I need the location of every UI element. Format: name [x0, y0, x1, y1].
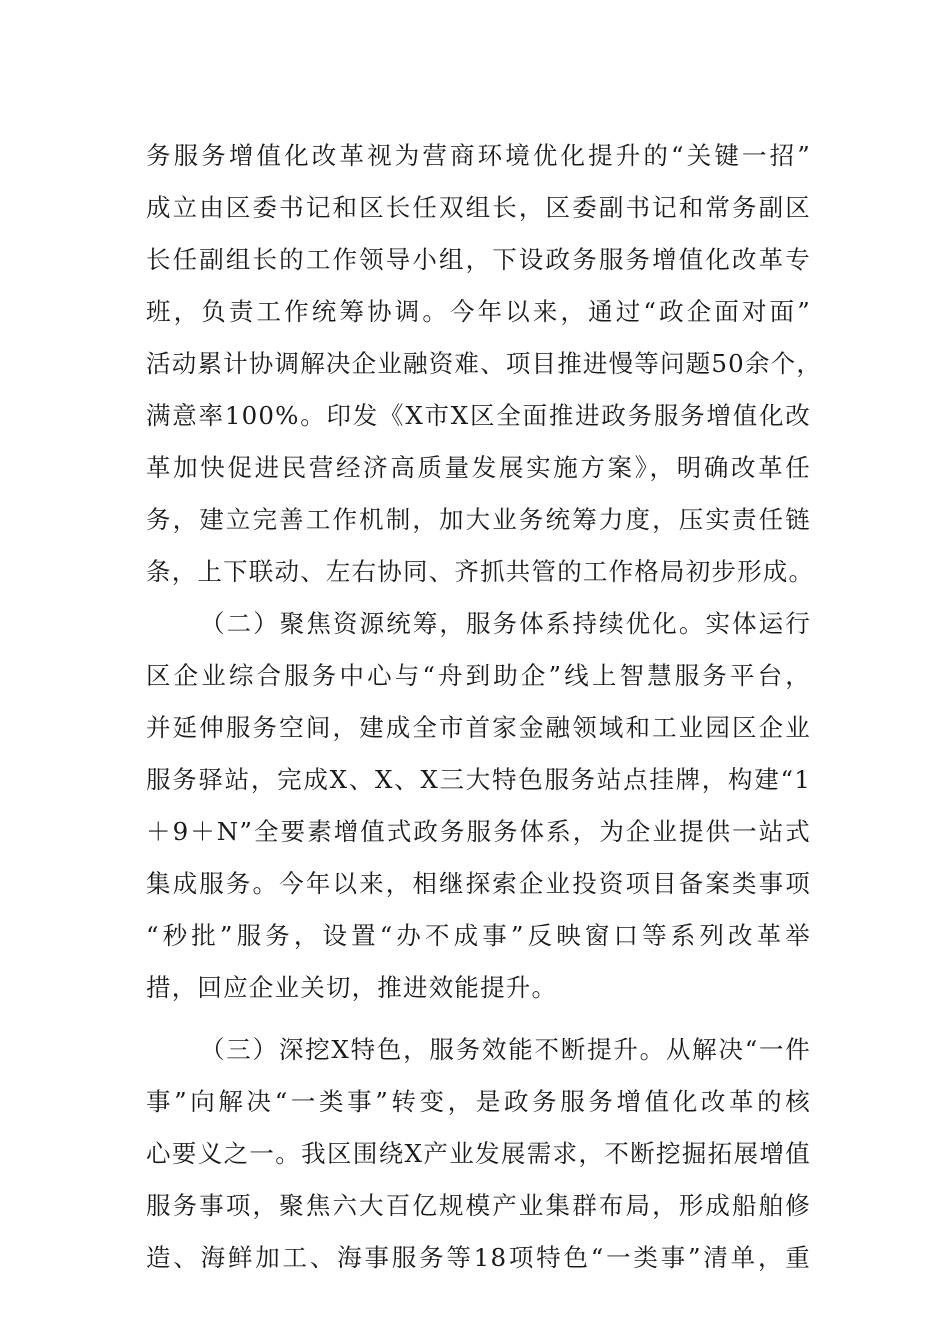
paragraph-3: [146, 1024, 811, 1284]
paragraph-1-line: 满意率100%。印发《X市X区全面推进政务服务增值化改: [146, 401, 811, 430]
paragraph-1-line: 务服务增值化改革视为营商环境优化提升的“关键一招”: [146, 141, 811, 170]
paragraph-2-line: “秒批”服务，设置“办不成事”反映窗口等系列改革举: [146, 921, 811, 950]
paragraph-2-line: 并延伸服务空间，建成全市首家金融领域和工业园区企业: [146, 713, 811, 742]
paragraph-1-line: 条，上下联动、左右协同、齐抓共管的工作格局初步形成。: [146, 557, 815, 586]
paragraph-3-line: （三）深挖X特色，服务效能不断提升。从解决“一件: [200, 1035, 811, 1064]
paragraph-1-line: 成立由区委书记和区长任双组长，区委副书记和常务副区: [146, 193, 811, 222]
paragraph-3-line: 心要义之一。我区围绕X产业发展需求，不断挖掘拓展增值: [146, 1139, 811, 1168]
paragraph-2-line: ＋9＋N”全要素增值式政务服务体系，为企业提供一站式: [146, 817, 811, 846]
paragraph-3-line: 造、海鲜加工、海事服务等18项特色“一类事”清单，重: [146, 1243, 811, 1272]
paragraph-1-line: 革加快促进民营经济高质量发展实施方案》，明确改革任: [146, 453, 811, 482]
document-body: [146, 130, 823, 1284]
paragraph-2: [146, 598, 811, 1014]
paragraph-1-line: 长任副组长的工作领导小组，下设政务服务增值化改革专: [146, 245, 811, 274]
paragraph-2-line: 区企业综合服务中心与“舟到助企”线上智慧服务平台，: [146, 661, 811, 690]
paragraph-1-line: 务，建立完善工作机制，加大业务统筹力度，压实责任链: [146, 505, 811, 534]
paragraph-2-line: 服务驿站，完成X、X、X三大特色服务站点挂牌，构建“1: [146, 765, 811, 794]
paragraph-1: [146, 130, 823, 598]
paragraph-2-line: （二）聚焦资源统筹，服务体系持续优化。实体运行: [200, 609, 811, 638]
paragraph-3-line: 服务事项，聚焦六大百亿规模产业集群布局，形成船舶修: [146, 1191, 811, 1220]
paragraph-3-line: 事”向解决“一类事”转变，是政务服务增值化改革的核: [146, 1087, 811, 1116]
paragraph-2-line: 集成服务。今年以来，相继探索企业投资项目备案类事项: [146, 869, 811, 898]
paragraph-1-line: 班，负责工作统筹协调。今年以来，通过“政企面对面”: [146, 297, 811, 326]
paragraph-1-line: 活动累计协调解决企业融资难、项目推进慢等问题50余个，: [146, 349, 823, 378]
paragraph-2-line: 措，回应企业关切，推进效能提升。: [146, 973, 558, 1002]
